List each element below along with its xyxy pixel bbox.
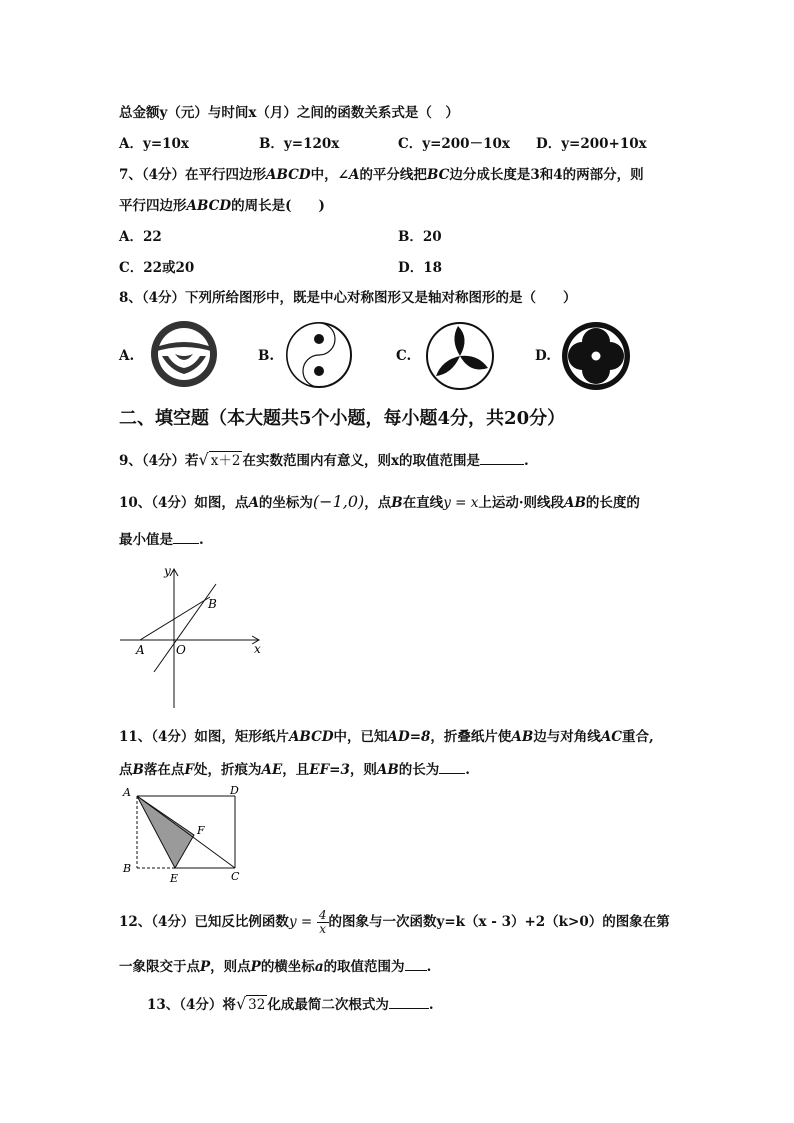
q10-fig-label-b: B xyxy=(208,597,217,611)
q12-a: a xyxy=(314,959,324,975)
q7-text: 平行四边形 xyxy=(119,198,187,214)
q6-option-a: A．y=10x xyxy=(119,136,189,152)
q8-figure-b xyxy=(284,320,354,390)
q11-stem-line2 xyxy=(119,760,470,779)
q9-end: . xyxy=(524,453,529,469)
q13-text: 化成最简二次根式为 xyxy=(267,997,389,1013)
q11-text: ，且 xyxy=(282,762,310,778)
q9-radicand: x＋2 xyxy=(210,453,241,469)
q10-line-eq: y = x xyxy=(443,495,479,511)
q7-abcd: ABCD xyxy=(186,198,232,214)
q6-option-c: C．y=200－10x xyxy=(398,136,510,152)
q9-text: 在实数范围内有意义，则x的取值范围是 xyxy=(242,453,481,469)
q8-figure-a xyxy=(148,318,220,390)
q12-stem-line2 xyxy=(119,957,431,976)
q11-end: . xyxy=(465,762,470,778)
q10-text: 10、（4分）如图，点 xyxy=(119,495,249,511)
q13-radicand: 32 xyxy=(248,997,266,1013)
q9-sqrt: √ x＋2 xyxy=(198,450,241,469)
q10-fig-label-o: O xyxy=(176,643,186,657)
q10-figure xyxy=(118,560,268,710)
q7-text: 的平分线把 xyxy=(359,167,427,183)
q10-text: 在直线 xyxy=(402,495,444,511)
q11-ab: AB xyxy=(376,762,399,778)
q13-sqrt: √ 32 xyxy=(235,994,266,1013)
q6-stem-tail: 总金额y（元）与时间x（月）之间的函数关系式是（ ） xyxy=(119,105,459,121)
q7-text: 边分成长度是3和4的两部分，则 xyxy=(449,167,644,183)
q11-answer-blank[interactable] xyxy=(439,760,465,774)
q12-denominator: x xyxy=(319,922,327,936)
q12-y-eq: y = xyxy=(288,914,313,930)
q10-fig-label-x: x xyxy=(254,642,261,656)
q12-end: . xyxy=(426,959,432,975)
q12-numerator: 4 xyxy=(318,908,327,922)
q8-label-b: B. xyxy=(258,348,275,364)
q11-text: 11、（4分）如图，矩形纸片 xyxy=(119,729,289,745)
q7-stem-line2 xyxy=(119,197,325,215)
q11-text: 落在点 xyxy=(143,762,185,778)
q9-stem xyxy=(119,451,529,470)
q7-option-d: D．18 xyxy=(398,260,442,276)
q10-end: . xyxy=(199,532,204,548)
q11-text: 点 xyxy=(119,762,133,778)
q7-option-b: B．20 xyxy=(398,229,442,245)
q11-fig-label-c: C xyxy=(231,870,240,883)
q11-ab: AB xyxy=(511,729,534,745)
q11-text: ，则 xyxy=(349,762,377,778)
q10-text: 的坐标为 xyxy=(258,495,313,511)
q11-fig-label-e: E xyxy=(170,872,179,885)
q10-stem-line1 xyxy=(119,493,640,512)
q11-f: F xyxy=(184,762,195,778)
q10-point-a: A xyxy=(248,495,259,511)
q11-text: 的长为 xyxy=(398,762,440,778)
q10-point-b: B xyxy=(391,495,403,511)
q11-fig-label-f: F xyxy=(197,824,205,837)
q8-label-a: A. xyxy=(119,348,135,364)
q12-stem-line1 xyxy=(119,909,670,936)
section-2-title: 二、填空题（本大题共5个小题，每小题4分，共20分） xyxy=(119,408,566,429)
q13-answer-blank[interactable] xyxy=(389,995,429,1009)
q11-fig-label-a: A xyxy=(123,786,131,799)
q12-text: 一象限交于点 xyxy=(119,959,200,975)
q7-option-c: C．22或20 xyxy=(119,260,195,276)
q12-text: 的横坐标 xyxy=(260,959,315,975)
q11-text: 处，折痕为 xyxy=(194,762,262,778)
q7-stem-line1 xyxy=(119,166,644,184)
q10-stem-line2 xyxy=(119,530,204,549)
q12-p: P xyxy=(250,959,261,975)
q8-label-c: C. xyxy=(396,348,412,364)
q7-bc: BC xyxy=(426,167,450,183)
q10-fig-label-a: A xyxy=(136,643,145,657)
q11-text: 边与对角线 xyxy=(533,729,601,745)
q6-option-d: D．y=200+10x xyxy=(536,136,647,152)
q12-text: ，则点 xyxy=(210,959,251,975)
q11-text: ，折叠纸片使 xyxy=(430,729,512,745)
q12-linear-function: y=k（x - 3）+2（k>0） xyxy=(436,914,603,930)
q12-text: 的图象在第 xyxy=(602,914,670,930)
q13-end: . xyxy=(428,997,434,1013)
q7-text: 7、（4分）在平行四边形 xyxy=(119,167,267,183)
q7-text: 的周长是( ) xyxy=(231,198,325,214)
q7-option-a: A．22 xyxy=(119,229,162,245)
q10-text: 上运动·则线段 xyxy=(478,495,565,511)
q13-text: 13、（4分）将 xyxy=(147,997,236,1013)
q9-answer-blank[interactable] xyxy=(480,451,524,465)
q11-b: B xyxy=(132,762,144,778)
q11-text: 重合, xyxy=(622,729,654,745)
q12-p: P xyxy=(200,959,211,975)
q8-figure-d xyxy=(560,320,632,392)
q12-text: 的图象与一次函数 xyxy=(328,914,437,930)
q10-text: 最小值是 xyxy=(119,532,173,548)
q6-option-b: B．y=120x xyxy=(259,136,340,152)
q8-stem: 8、（4分）下列所给图形中，既是中心对称图形又是轴对称图形的是（ ） xyxy=(119,290,577,306)
q7-abcd: ABCD xyxy=(266,167,311,183)
q11-fig-label-b: B xyxy=(123,862,132,875)
q11-ac: AC xyxy=(600,729,623,745)
q11-ef: EF=3 xyxy=(309,762,350,778)
q7-text: 中，∠ xyxy=(310,167,349,183)
q11-stem-line1 xyxy=(119,728,654,746)
q12-fraction xyxy=(317,909,329,936)
q11-abcd: ABCD xyxy=(288,729,334,745)
q13-stem xyxy=(147,995,434,1014)
q10-ab: AB xyxy=(564,495,586,511)
q10-coord: (−1,0) xyxy=(312,492,365,511)
q12-answer-blank[interactable] xyxy=(405,957,427,971)
q11-fig-label-d: D xyxy=(230,784,239,797)
q10-answer-blank[interactable] xyxy=(173,530,199,544)
q9-text: 9、（4分）若 xyxy=(119,453,199,469)
q11-ae: AE xyxy=(261,762,283,778)
q11-text: 中，已知 xyxy=(333,729,388,745)
q12-text: 12、（4分）已知反比例函数 xyxy=(119,914,289,930)
q11-figure xyxy=(118,782,248,888)
q8-figure-c xyxy=(424,320,496,392)
q10-text: 的长度的 xyxy=(585,495,640,511)
q8-label-d: D. xyxy=(535,348,551,364)
q10-fig-label-y: y xyxy=(164,564,171,578)
q7-angle-a: A xyxy=(348,167,360,183)
q12-text: 的取值范围为 xyxy=(323,959,405,975)
q11-ad: AD=8 xyxy=(387,729,431,745)
q10-text: ，点 xyxy=(364,495,392,511)
